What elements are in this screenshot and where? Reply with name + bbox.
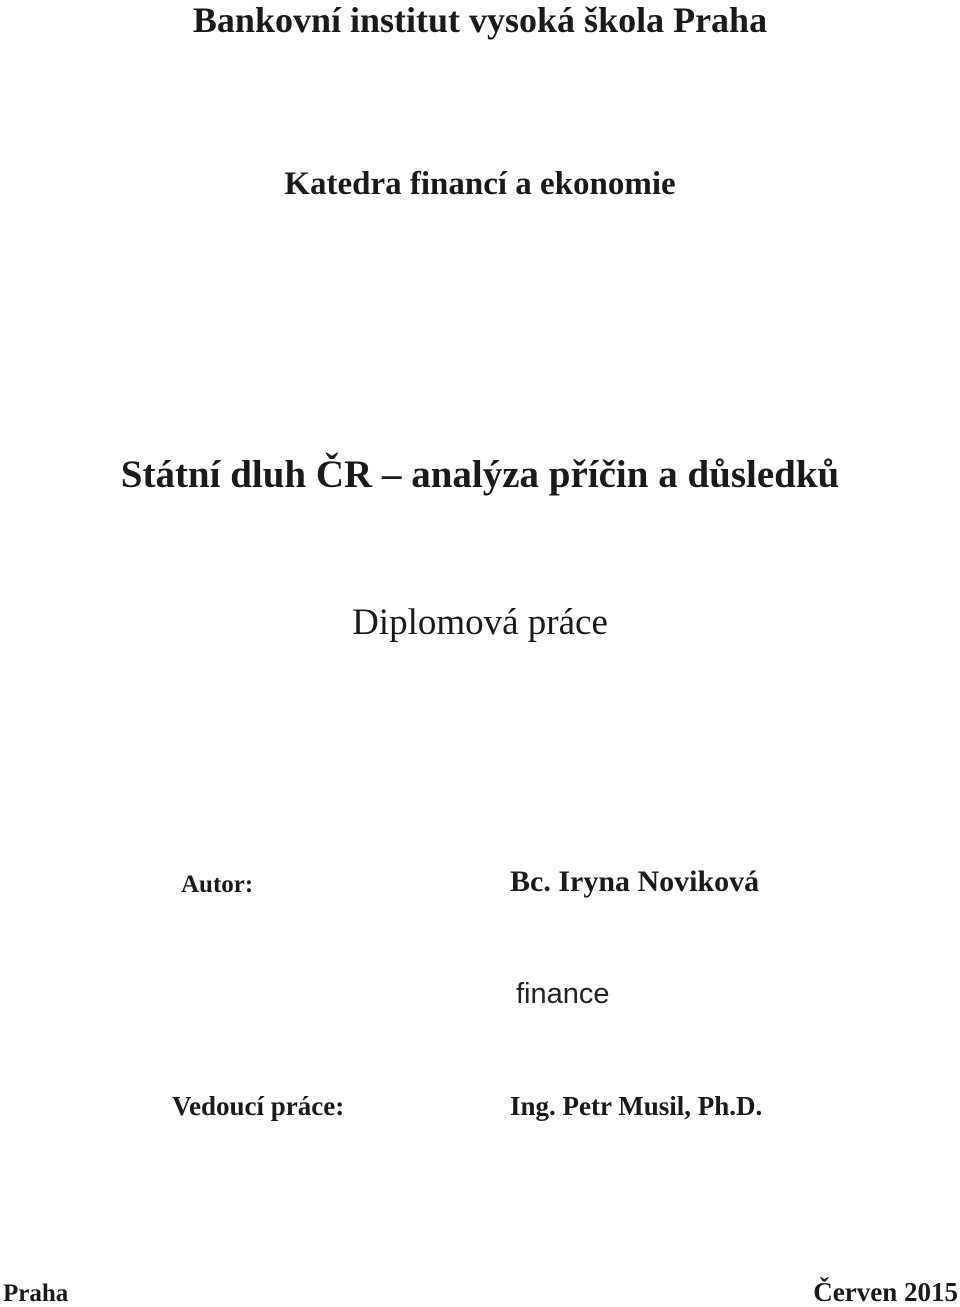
department-name: Katedra financí a ekonomie xyxy=(284,166,676,202)
author-name: Bc. Iryna Noviková xyxy=(510,865,760,898)
thesis-title: Státní dluh ČR – analýza příčin a důsledků xyxy=(120,453,840,496)
study-field: finance xyxy=(516,978,610,1010)
thesis-type: Diplomová práce xyxy=(352,602,608,643)
footer-date: Červen 2015 xyxy=(813,1277,958,1307)
author-label: Autor: xyxy=(181,871,254,898)
supervisor-label: Vedoucí práce: xyxy=(172,1091,345,1121)
supervisor-name: Ing. Petr Musil, Ph.D. xyxy=(510,1091,763,1121)
footer-city: Praha xyxy=(3,1280,69,1307)
institution-name: Bankovní institut vysoká škola Praha xyxy=(192,0,768,40)
